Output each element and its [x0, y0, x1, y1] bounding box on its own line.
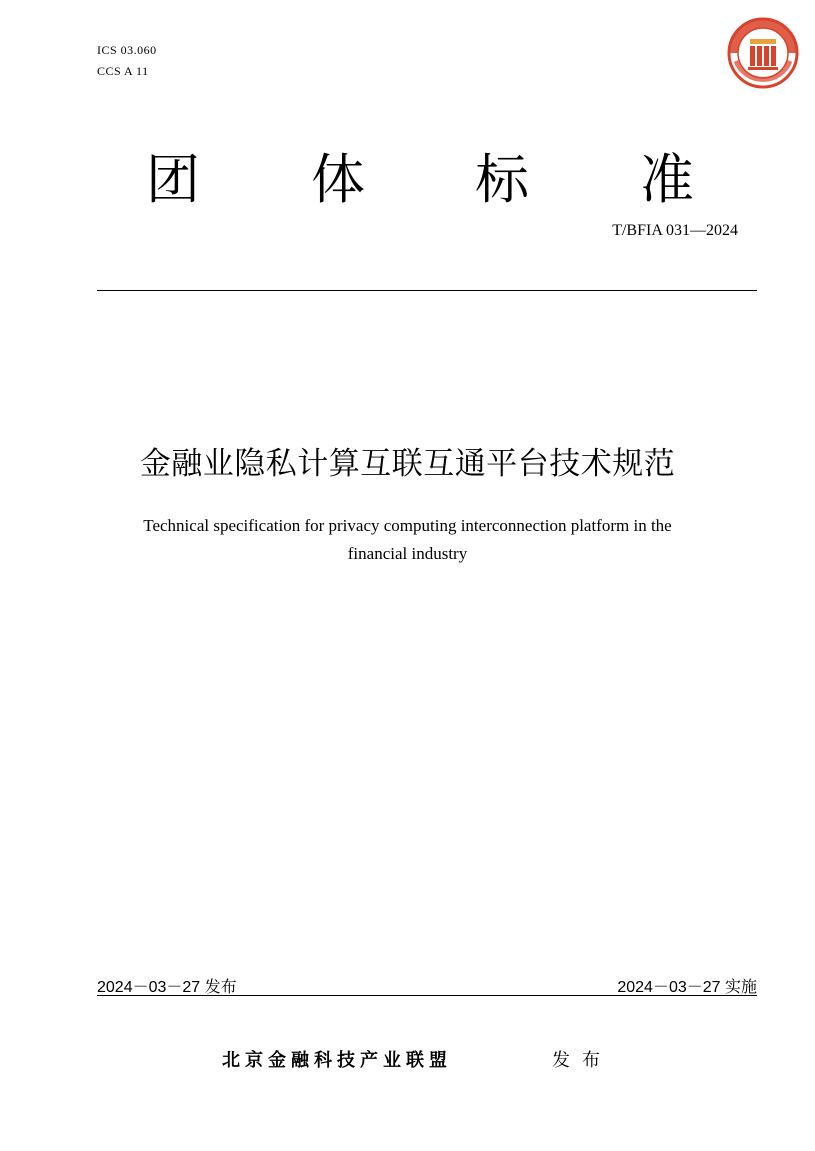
ics-code: ICS 03.060 — [97, 43, 157, 57]
standard-type-heading — [0, 145, 815, 215]
heading-char: 团 — [146, 148, 200, 211]
english-title-line: financial industry — [347, 544, 468, 563]
ccs-code: CCS A 11 — [97, 64, 149, 78]
alliance-logo-icon — [727, 17, 799, 89]
top-divider — [97, 290, 757, 291]
english-title-line: Technical specification for privacy computing interconnection platform in the — [143, 516, 672, 535]
date-row — [97, 974, 757, 996]
publish-label: 发布 — [552, 1050, 612, 1071]
heading-char: 体 — [311, 148, 365, 211]
implement-date: 2024－03－27 实施 — [617, 979, 757, 996]
heading-char: 标 — [475, 148, 529, 211]
english-title — [100, 512, 715, 568]
bottom-divider — [97, 995, 757, 996]
heading-char: 准 — [640, 148, 694, 211]
publish-date: 2024－03－27 发布 — [97, 979, 237, 996]
publisher-name: 北京金融科技产业联盟 — [222, 1050, 452, 1071]
chinese-title: 金融业隐私计算互联互通平台技术规范 — [139, 446, 676, 482]
standard-number: T/BFIA 031—2024 — [612, 222, 738, 239]
classification-codes — [97, 40, 157, 82]
